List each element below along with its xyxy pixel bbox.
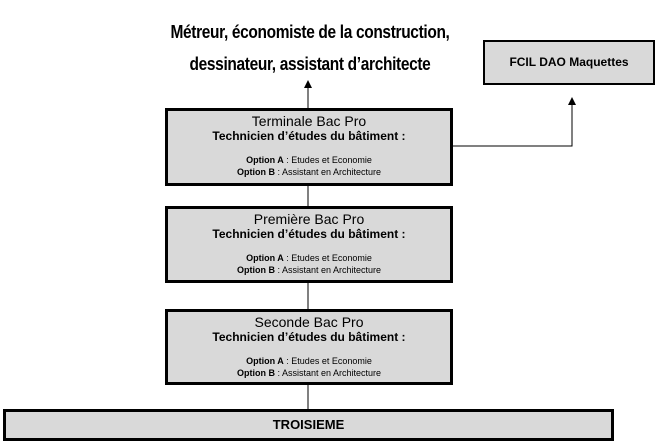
level-options <box>168 154 450 178</box>
option-a-text: : Etudes et Economie <box>283 155 372 165</box>
option-a-label: Option A <box>246 356 284 366</box>
level-title: Terminale Bac Pro <box>251 113 367 129</box>
level-title: Première Bac Pro <box>253 211 365 227</box>
outcome-line-2: dessinateur, assistant d’architecte <box>189 54 431 74</box>
option-b-text: : Assistant en Architecture <box>274 265 382 275</box>
option-a-label: Option A <box>246 253 284 263</box>
level-subtitle: Technicien d’études du bâtiment : <box>212 129 406 143</box>
option-b-label: Option B <box>236 167 275 177</box>
option-b-text: : Assistant en Architecture <box>274 368 382 378</box>
level-subtitle: Technicien d’études du bâtiment : <box>212 330 406 344</box>
option-a-text: : Etudes et Economie <box>283 356 372 366</box>
terminale-box <box>165 108 453 186</box>
level-options <box>168 252 450 276</box>
level-subtitle: Technicien d’études du bâtiment : <box>212 227 406 241</box>
fcil-box: FCIL DAO Maquettes <box>483 40 655 85</box>
outcome-line-1: Métreur, économiste de la construction, <box>170 22 450 42</box>
level-options <box>168 355 450 379</box>
option-a-label: Option A <box>246 155 284 165</box>
option-b-label: Option B <box>236 368 275 378</box>
troisieme-box: TROISIEME <box>3 409 614 441</box>
premiere-box <box>165 206 453 283</box>
option-b-text: : Assistant en Architecture <box>274 167 382 177</box>
level-title: Seconde Bac Pro <box>254 314 364 330</box>
option-b-label: Option B <box>236 265 275 275</box>
seconde-box <box>165 309 453 385</box>
option-a-text: : Etudes et Economie <box>283 253 372 263</box>
arrow-to-fcil <box>453 101 572 146</box>
